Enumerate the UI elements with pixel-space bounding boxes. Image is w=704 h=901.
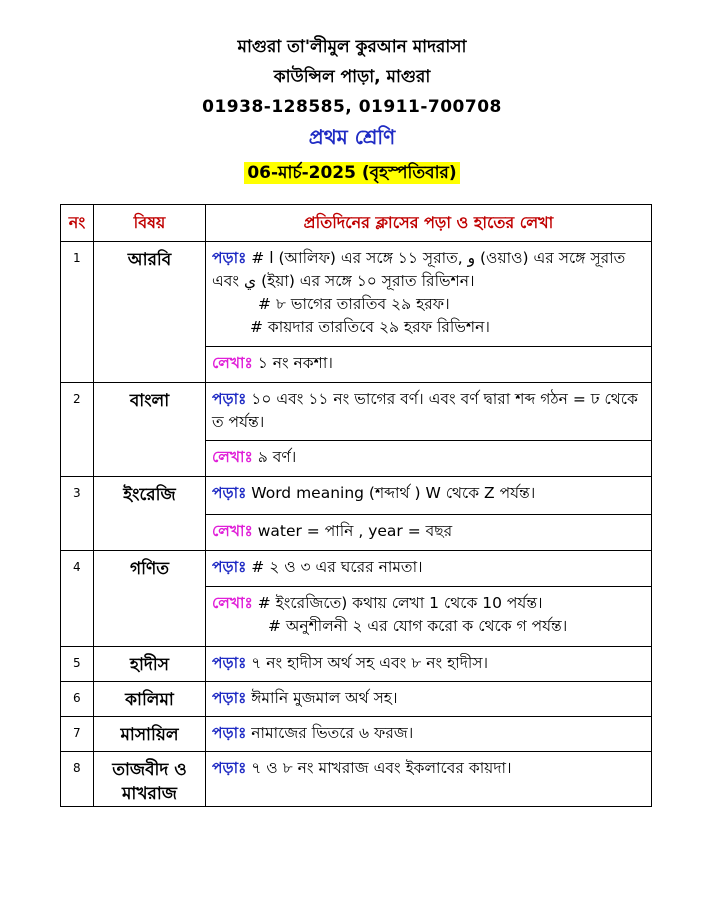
read-label: পড়াঃ [212, 390, 247, 408]
read-cell [206, 717, 652, 752]
read-cell [206, 477, 652, 515]
row-subject: বাংলা [94, 383, 206, 477]
row-number: 2 [61, 383, 94, 477]
table-row [61, 752, 652, 807]
write-text: ৯ বর্ণ। [257, 448, 297, 466]
row-number: 7 [61, 717, 94, 752]
table-row [61, 383, 652, 441]
document-header [0, 32, 704, 122]
write-extra-line: # অনুশীলনী ২ এর যোগ করো ক থেকে গ পর্যন্ত। [268, 617, 568, 635]
read-cell [206, 242, 652, 347]
read-label: পড়াঃ [212, 724, 247, 742]
row-number: 1 [61, 242, 94, 383]
read-label: পড়াঃ [212, 558, 247, 576]
row-number: 5 [61, 647, 94, 682]
read-extra-line: # ৮ ভাগের তারতিব ২৯ হরফ। [258, 295, 450, 313]
table-row [61, 717, 652, 752]
table-row [61, 551, 652, 587]
row-number: 3 [61, 477, 94, 551]
row-subject: আরবি [94, 242, 206, 383]
row-subject: হাদীস [94, 647, 206, 682]
write-text: water = পানি , year = বছর [257, 522, 453, 540]
table-row [61, 682, 652, 717]
read-label: পড়াঃ [212, 689, 247, 707]
row-subject: ইংরেজি [94, 477, 206, 551]
write-label: লেখাঃ [212, 594, 253, 612]
contact-phones: 01938-128585, 01911-700708 [202, 97, 502, 117]
read-text: ঈমানি মুজমাল অর্থ সহ। [251, 689, 398, 707]
read-label: পড়াঃ [212, 484, 247, 502]
write-cell [206, 441, 652, 477]
table-row [61, 647, 652, 682]
routine-table [60, 204, 652, 807]
read-text: ৭ ও ৮ নং মাখরাজ এবং ইকলাবের কায়দা। [251, 759, 512, 777]
read-label: পড়াঃ [212, 654, 247, 672]
date-badge: 06-মার্চ-2025 (বৃহস্পতিবার) [244, 162, 459, 184]
read-text: # ২ ও ৩ এর ঘরের নামতা। [251, 558, 423, 576]
row-number: 6 [61, 682, 94, 717]
institution-address: কাউন্সিল পাড়া, মাগুরা [273, 67, 431, 87]
write-cell [206, 515, 652, 551]
read-text: নামাজের ভিতরে ৬ ফরজ। [251, 724, 414, 742]
header-subject: বিষয় [94, 205, 206, 242]
read-text: ১০ এবং ১১ নং ভাগের বর্ণ। এবং বর্ণ দ্বারা শব্দ গঠন = ঢ থেকে ত পর্যন্ত। [212, 390, 638, 431]
table-row [61, 477, 652, 515]
row-number: 8 [61, 752, 94, 807]
table-row [61, 242, 652, 347]
read-text: ৭ নং হাদীস অর্থ সহ এবং ৮ নং হাদীস। [251, 654, 489, 672]
header-num: নং [61, 205, 94, 242]
write-text: # ইংরেজিতে) কথায় লেখা 1 থেকে 10 পর্যন্ত। [257, 594, 543, 612]
row-subject: গণিত [94, 551, 206, 647]
read-text: # ا (আলিফ) এর সঙ্গে ১১ সূরাত, و (ওয়াও) এর সঙ্গে সূরাত এবং ي (ইয়া) এর সঙ্গে ১০ সূরাত রিভিশন। [212, 249, 626, 290]
header-lesson: প্রতিদিনের ক্লাসের পড়া ও হাতের লেখা [206, 205, 652, 242]
read-extra-line: # কায়দার তারতিবে ২৯ হরফ রিভিশন। [250, 318, 490, 336]
write-text: ১ নং নকশা। [257, 354, 333, 372]
write-label: লেখাঃ [212, 522, 253, 540]
read-cell [206, 682, 652, 717]
row-number: 4 [61, 551, 94, 647]
institution-name: মাগুরা তা'লীমুল কুরআন মাদরাসা [237, 37, 467, 57]
read-label: পড়াঃ [212, 249, 247, 267]
read-cell [206, 551, 652, 587]
class-title: প্রথম শ্রেণি [308, 125, 396, 149]
write-label: লেখাঃ [212, 354, 253, 372]
read-label: পড়াঃ [212, 759, 247, 777]
row-subject: মাসায়িল [94, 717, 206, 752]
date-line [0, 160, 704, 188]
row-subject: তাজবীদ ও মাখরাজ [94, 752, 206, 807]
write-cell [206, 347, 652, 383]
read-text: Word meaning (শব্দার্থ ) W থেকে Z পর্যন্ত। [251, 484, 536, 502]
table-header-row [61, 205, 652, 242]
read-cell [206, 647, 652, 682]
row-subject: কালিমা [94, 682, 206, 717]
read-cell [206, 752, 652, 807]
read-cell [206, 383, 652, 441]
write-cell [206, 587, 652, 647]
write-label: লেখাঃ [212, 448, 253, 466]
